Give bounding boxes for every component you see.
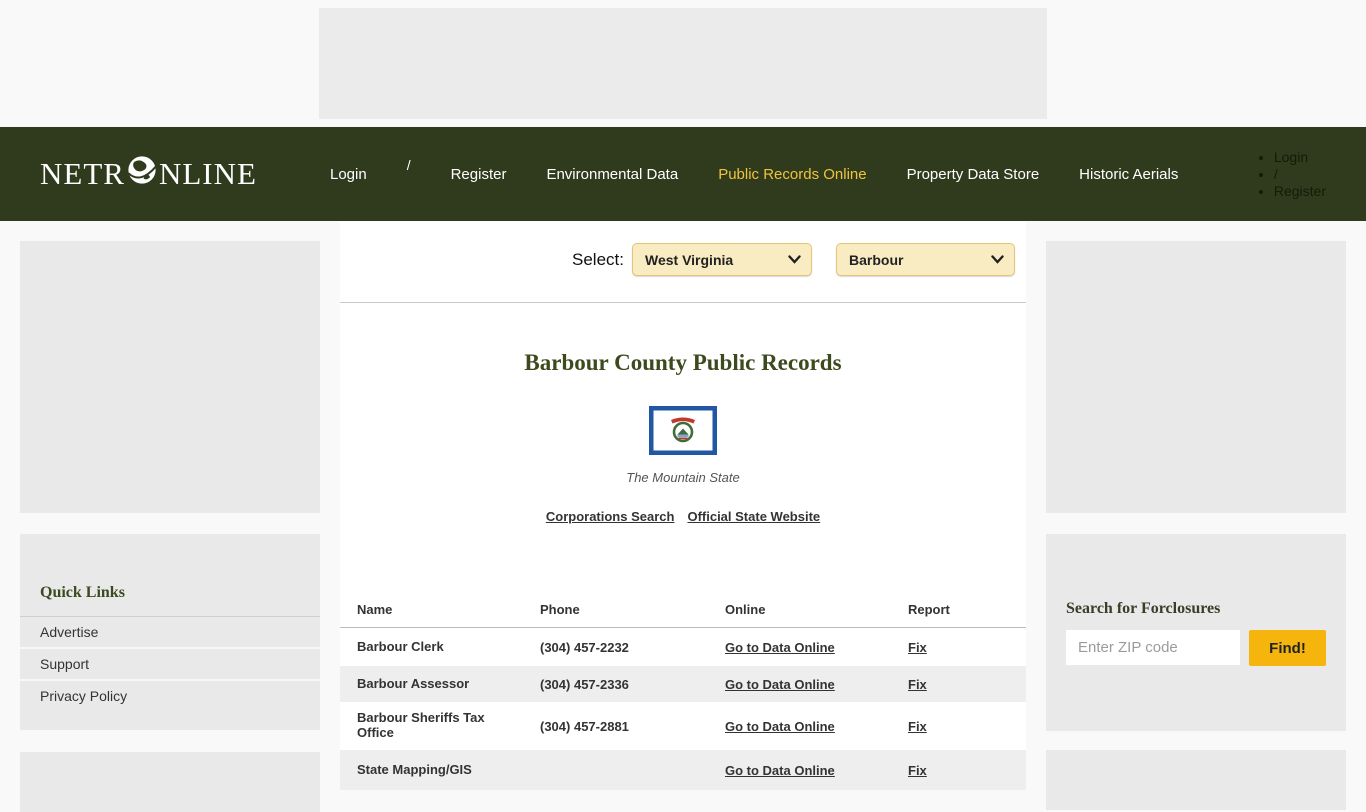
foreclosure-search-heading: Search for Forclosures (1066, 600, 1221, 617)
top-ad-placeholder (319, 8, 1047, 119)
flag-wrap (340, 406, 1026, 460)
record-name: Barbour Sheriffs Tax Office (357, 710, 485, 740)
record-name: Barbour Assessor (357, 675, 470, 691)
county-select-value: Barbour (849, 251, 904, 268)
zip-code-input[interactable] (1066, 630, 1240, 665)
col-header-report: Report (908, 602, 950, 617)
right-bottom-ad-placeholder (1046, 750, 1346, 810)
corporations-search-link[interactable]: Corporations Search (545, 509, 675, 524)
logo-text-post: NLINE (158, 156, 257, 191)
nav-slash: / (406, 157, 411, 173)
state-select-value: West Virginia (645, 251, 734, 268)
col-header-name: Name (357, 602, 393, 617)
nav-register[interactable]: Register (450, 165, 507, 183)
nav-right-login[interactable]: • Login (1274, 149, 1326, 166)
navbar (0, 127, 1366, 221)
go-to-data-online-link[interactable]: Go to Data Online (725, 639, 835, 655)
nav-links (330, 127, 1178, 221)
fix-link[interactable]: Fix (908, 762, 927, 778)
record-phone: (304) 457-2881 (540, 718, 629, 734)
chevron-down-icon (788, 251, 801, 269)
go-to-data-online-link[interactable]: Go to Data Online (725, 718, 835, 734)
quick-links-panel (20, 534, 320, 730)
left-ad-placeholder (20, 241, 320, 513)
state-select[interactable] (632, 243, 812, 276)
foreclosure-search-panel (1046, 534, 1346, 731)
left-bottom-ad-placeholder (20, 752, 320, 812)
find-button[interactable]: Find! (1249, 630, 1326, 666)
fix-link[interactable]: Fix (908, 718, 927, 734)
right-ad-placeholder (1046, 241, 1346, 513)
record-name: Barbour Clerk (357, 638, 444, 654)
sidebar-item-support[interactable]: Support (20, 649, 320, 681)
nav-environmental-data[interactable]: Environmental Data (546, 165, 679, 183)
chevron-down-icon (991, 251, 1004, 269)
record-phone: (304) 457-2336 (540, 676, 629, 692)
table-row (340, 702, 1026, 750)
quick-links-heading: Quick Links (20, 534, 320, 617)
state-motto: The Mountain State (626, 470, 740, 485)
table-row (340, 628, 1026, 666)
fix-link[interactable]: Fix (908, 676, 927, 692)
record-phone: (304) 457-2232 (540, 639, 629, 655)
fix-link[interactable]: Fix (908, 639, 927, 655)
go-to-data-online-link[interactable]: Go to Data Online (725, 762, 835, 778)
table-row (340, 750, 1026, 790)
sidebar-item-advertise[interactable]: Advertise (20, 617, 320, 649)
col-header-phone: Phone (540, 602, 580, 617)
records-table (340, 592, 1026, 790)
county-select[interactable] (836, 243, 1015, 276)
state-links-row (340, 509, 1026, 524)
globe-icon (126, 154, 158, 194)
table-row (340, 666, 1026, 702)
col-header-online: Online (725, 602, 766, 617)
content-divider (340, 302, 1026, 303)
go-to-data-online-link[interactable]: Go to Data Online (725, 676, 835, 692)
logo-text-pre: NETR (40, 156, 125, 191)
official-state-website-link[interactable]: Official State Website (687, 509, 821, 524)
record-name: State Mapping/GIS (357, 761, 472, 777)
sidebar-item-privacy-policy[interactable]: Privacy Policy (40, 688, 128, 704)
nav-historic-aerials[interactable]: Historic Aerials (1079, 165, 1179, 183)
table-header-row (340, 592, 1026, 628)
netronline-logo[interactable] (40, 154, 257, 194)
page-title: Barbour County Public Records (524, 350, 842, 375)
nav-property-data-store[interactable]: Property Data Store (906, 165, 1040, 183)
west-virginia-flag-image (649, 406, 717, 460)
foreclosure-search-row (1046, 630, 1346, 666)
nav-right-list (1258, 149, 1326, 200)
nav-login[interactable]: Login (330, 165, 367, 183)
nav-right-register[interactable]: • Register (1274, 183, 1326, 200)
nav-public-records-online[interactable]: Public Records Online (718, 165, 867, 183)
nav-right-slash: • / (1274, 166, 1326, 183)
select-label: Select: (572, 250, 624, 269)
